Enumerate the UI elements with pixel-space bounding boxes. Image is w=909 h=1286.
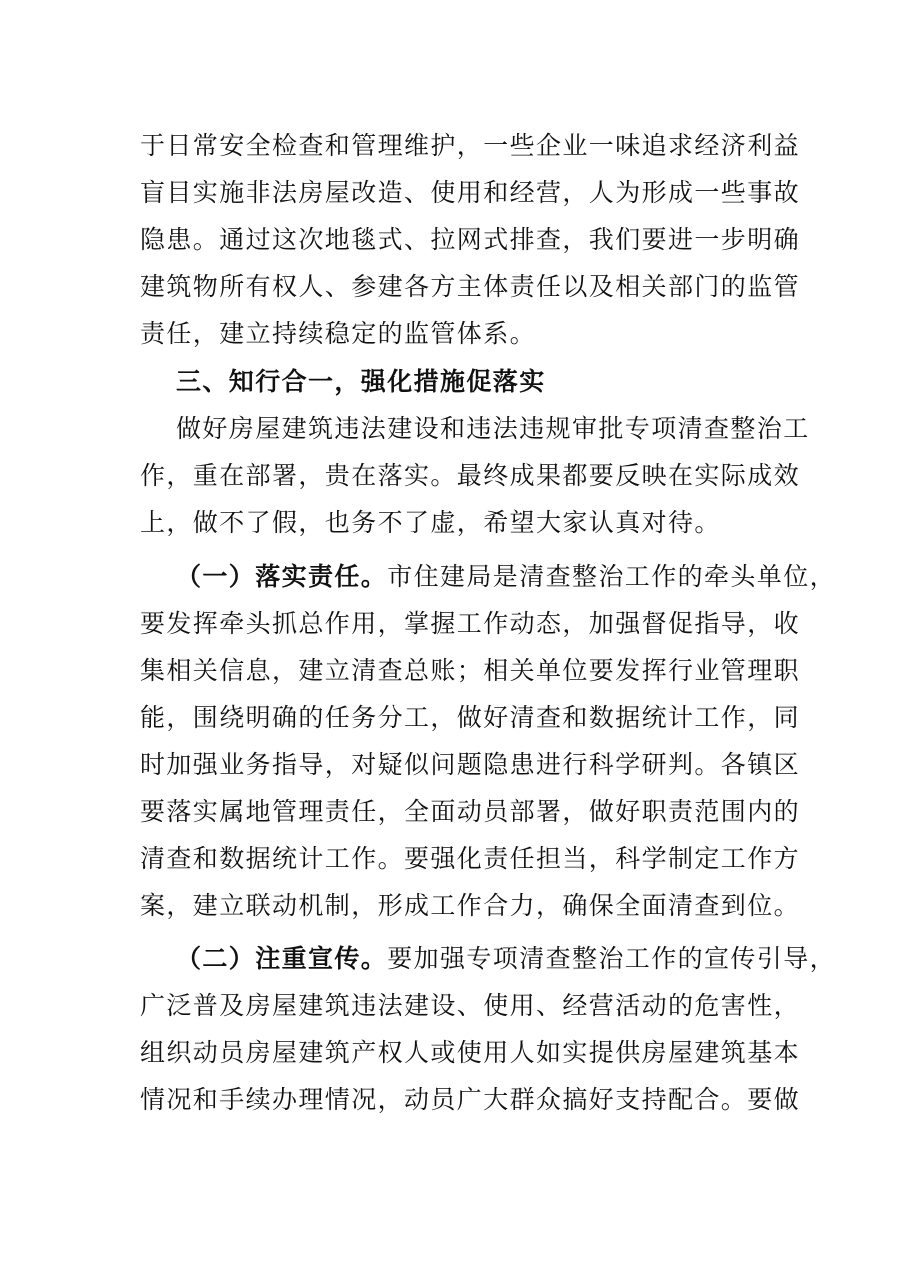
- paragraph-line: 要落实属地管理责任，全面动员部署，做好职责范围内的: [140, 797, 801, 826]
- paragraph-line: 清查和数据统计工作。要强化责任担当，科学制定工作方: [140, 844, 801, 873]
- paragraph-line: 案，建立联动机制，形成工作合力，确保全面清查到位。: [140, 891, 801, 920]
- paragraph-line: 作，重在部署，贵在落实。最终成果都要反映在实际成效: [140, 461, 801, 490]
- paragraph-line: 要发挥牵头抓总作用，掌握工作动态，加强督促指导，收: [140, 609, 801, 638]
- item-text: 市住建局是清查整治工作的牵头单位，: [387, 562, 837, 591]
- paragraph-line: 时加强业务指导，对疑似问题隐患进行科学研判。各镇区: [140, 750, 801, 779]
- item-text: 要加强专项清查整治工作的宣传引导，: [387, 944, 837, 973]
- paragraph-line: 于日常安全检查和管理维护，一些企业一味追求经济利益: [140, 131, 801, 160]
- paragraph-line: 上，做不了假，也务不了虚，希望大家认真对待。: [140, 508, 721, 537]
- paragraph-line: 隐患。通过这次地毯式、拉网式排查，我们要进一步明确: [140, 225, 801, 254]
- paragraph-line: 情况和手续办理情况，动员广大群众搞好支持配合。要做: [140, 1085, 801, 1114]
- paragraph-line: 建筑物所有权人、参建各方主体责任以及相关部门的监管: [140, 272, 801, 301]
- item-first-line: [176, 562, 836, 592]
- paragraph-line: 盲目实施非法房屋改造、使用和经营，人为形成一些事故: [140, 178, 801, 207]
- paragraph-line: 组织动员房屋建筑产权人或使用人如实提供房屋建筑基本: [140, 1038, 801, 1067]
- item-title: （二）注重宣传。: [176, 944, 388, 973]
- item-title: （一）落实责任。: [176, 562, 388, 591]
- paragraph-line: 做好房屋建筑违法建设和违法违规审批专项清查整治工: [176, 414, 810, 443]
- paragraph-line: 集相关信息，建立清查总账；相关单位要发挥行业管理职: [140, 656, 801, 685]
- paragraph-line: 能，围绕明确的任务分工，做好清查和数据统计工作，同: [140, 703, 801, 732]
- paragraph-line: 广泛普及房屋建筑违法建设、使用、经营活动的危害性，: [140, 991, 801, 1020]
- paragraph-line: 责任，建立持续稳定的监管体系。: [140, 319, 537, 348]
- item-first-line: [176, 944, 836, 974]
- section-heading: 三、知行合一，强化措施促落实: [176, 367, 546, 396]
